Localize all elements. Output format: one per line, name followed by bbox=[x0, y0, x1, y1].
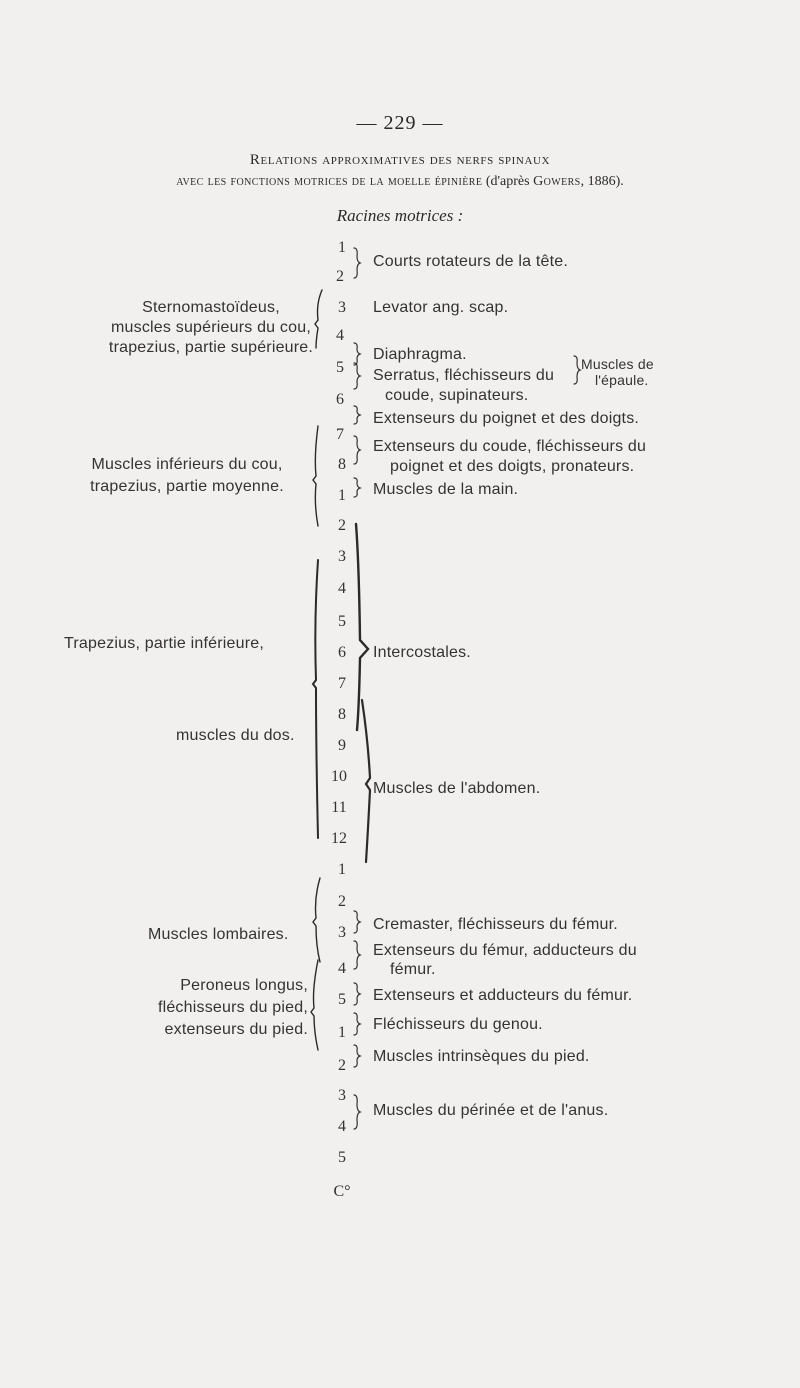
segment-s5: 5 bbox=[338, 1149, 346, 1166]
label-diaphragma: Diaphragma. bbox=[373, 346, 467, 363]
label-epaule-1: Muscles de bbox=[581, 356, 654, 372]
left-group-line: trapezius, partie moyenne. bbox=[90, 478, 284, 495]
segment-d6: 6 bbox=[338, 644, 346, 661]
label-levator: Levator ang. scap. bbox=[373, 299, 509, 316]
left-group-line: trapezius, partie supérieure. bbox=[108, 339, 314, 356]
segment-s3: 3 bbox=[338, 1087, 346, 1104]
label-ext-coude-1: Extenseurs du coude, fléchisseurs du bbox=[373, 438, 647, 455]
title-line-2-paren: (d'après bbox=[482, 174, 534, 189]
title-author: Gowers bbox=[533, 174, 581, 189]
label-genou: Fléchisseurs du genou. bbox=[373, 1016, 543, 1033]
segment-c1: 1 bbox=[338, 239, 346, 256]
segment-d9: 9 bbox=[338, 737, 346, 754]
brace-c7 bbox=[354, 406, 360, 424]
segment-l5: 5 bbox=[338, 991, 346, 1008]
brace-l3-l4 bbox=[354, 941, 360, 969]
page-number: — 229 — bbox=[356, 112, 444, 134]
brace-s3-s4 bbox=[354, 1095, 360, 1129]
label-ext-femur-1: Extenseurs du fémur, adducteurs du bbox=[373, 942, 637, 959]
brace-l4-l5 bbox=[354, 983, 360, 1005]
segment-l1: 1 bbox=[338, 861, 346, 878]
segment-d2: 2 bbox=[338, 517, 346, 534]
segment-d3: 3 bbox=[338, 548, 346, 565]
segment-d10: 10 bbox=[331, 768, 347, 785]
brace-c1-c2 bbox=[354, 248, 360, 278]
segment-d12: 12 bbox=[331, 830, 347, 847]
segment-c8: 8 bbox=[338, 456, 346, 473]
left-group-line: Muscles inférieurs du cou, bbox=[91, 456, 283, 473]
title-line-2-prefix: avec les fonctions motrices de la moelle épinière bbox=[176, 174, 483, 189]
label-rotateurs: Courts rotateurs de la tête. bbox=[373, 253, 569, 270]
label-ext-poignet: Extenseurs du poignet et des doigts. bbox=[373, 410, 640, 427]
label-ext-femur-2: fémur. bbox=[390, 961, 436, 978]
label-perinee: Muscles du périnée et de l'anus. bbox=[373, 1102, 609, 1119]
label-main: Muscles de la main. bbox=[373, 481, 519, 498]
brace-c7-c8 bbox=[354, 436, 360, 464]
brace-left-dorsal bbox=[313, 560, 318, 838]
brace-abdomen bbox=[362, 700, 370, 862]
subtitle: Racines motrices : bbox=[336, 206, 464, 225]
left-group-line: Sternomastoïdeus, bbox=[142, 299, 280, 316]
label-cremaster: Cremaster, fléchisseurs du fémur. bbox=[373, 916, 618, 933]
brace-c5 bbox=[354, 343, 360, 365]
label-epaule-2: l'épaule. bbox=[595, 372, 649, 388]
segment-d5: 5 bbox=[338, 613, 346, 630]
segment-s1: 1 bbox=[338, 1024, 346, 1041]
segment-c7: 7 bbox=[336, 426, 344, 443]
label-abdomen: Muscles de l'abdomen. bbox=[373, 780, 541, 797]
brace-left-lumbar bbox=[313, 878, 320, 962]
segment-s4: 4 bbox=[338, 1118, 346, 1135]
segment-c2: 2 bbox=[336, 268, 344, 285]
label-pied: Muscles intrinsèques du pied. bbox=[373, 1048, 590, 1065]
segment-d4: 4 bbox=[338, 580, 346, 597]
segment-l4: 4 bbox=[338, 960, 346, 977]
label-ext-coude-2: poignet et des doigts, pronateurs. bbox=[390, 458, 635, 475]
segment-s2: 2 bbox=[338, 1057, 346, 1074]
left-group-line: extenseurs du pied. bbox=[164, 1021, 308, 1038]
brace-c8-d1 bbox=[354, 478, 360, 497]
segment-l3: 3 bbox=[338, 924, 346, 941]
label-serratus-1: Serratus, fléchisseurs du bbox=[373, 367, 555, 384]
segment-d7: 7 bbox=[338, 675, 346, 692]
left-group-line: Peroneus longus, bbox=[180, 977, 308, 994]
segment-l2: 2 bbox=[338, 893, 346, 910]
segment-c3: 3 bbox=[338, 299, 346, 316]
label-serratus-2: coude, supinateurs. bbox=[385, 387, 529, 404]
left-group-dorsal-lower: muscles du dos. bbox=[176, 727, 295, 744]
segment-c4: 4 bbox=[336, 327, 344, 344]
label-ext-add: Extenseurs et adducteurs du fémur. bbox=[373, 987, 633, 1004]
brace-c5-c6 bbox=[354, 363, 360, 389]
left-group-line: muscles supérieurs du cou, bbox=[111, 319, 311, 336]
title-line-2-suffix: , 1886). bbox=[580, 174, 624, 189]
segment-d11: 11 bbox=[331, 799, 347, 816]
brace-left-sacral bbox=[311, 960, 318, 1050]
label-intercostales: Intercostales. bbox=[373, 644, 471, 661]
brace-left-middle bbox=[313, 426, 318, 526]
left-group-line: fléchisseurs du pied, bbox=[157, 999, 308, 1016]
brace-epaule bbox=[574, 356, 580, 384]
left-group-dorsal-upper: Trapezius, partie inférieure, bbox=[64, 635, 264, 652]
segment-d8: 8 bbox=[338, 706, 346, 723]
segment-coccyx: C° bbox=[333, 1183, 351, 1200]
table-title: Relations approximatives des nerfs spinaux bbox=[249, 152, 551, 168]
brace-l2-l3 bbox=[354, 911, 360, 933]
segment-c6: 6 bbox=[336, 391, 344, 408]
segment-c5: 5 bbox=[336, 359, 344, 376]
segment-d1: 1 bbox=[338, 487, 346, 504]
brace-l5-s1 bbox=[354, 1013, 360, 1035]
brace-s1-s2 bbox=[354, 1045, 360, 1067]
left-group-lumbar: Muscles lombaires. bbox=[148, 926, 289, 943]
brace-left-upper bbox=[315, 290, 322, 348]
